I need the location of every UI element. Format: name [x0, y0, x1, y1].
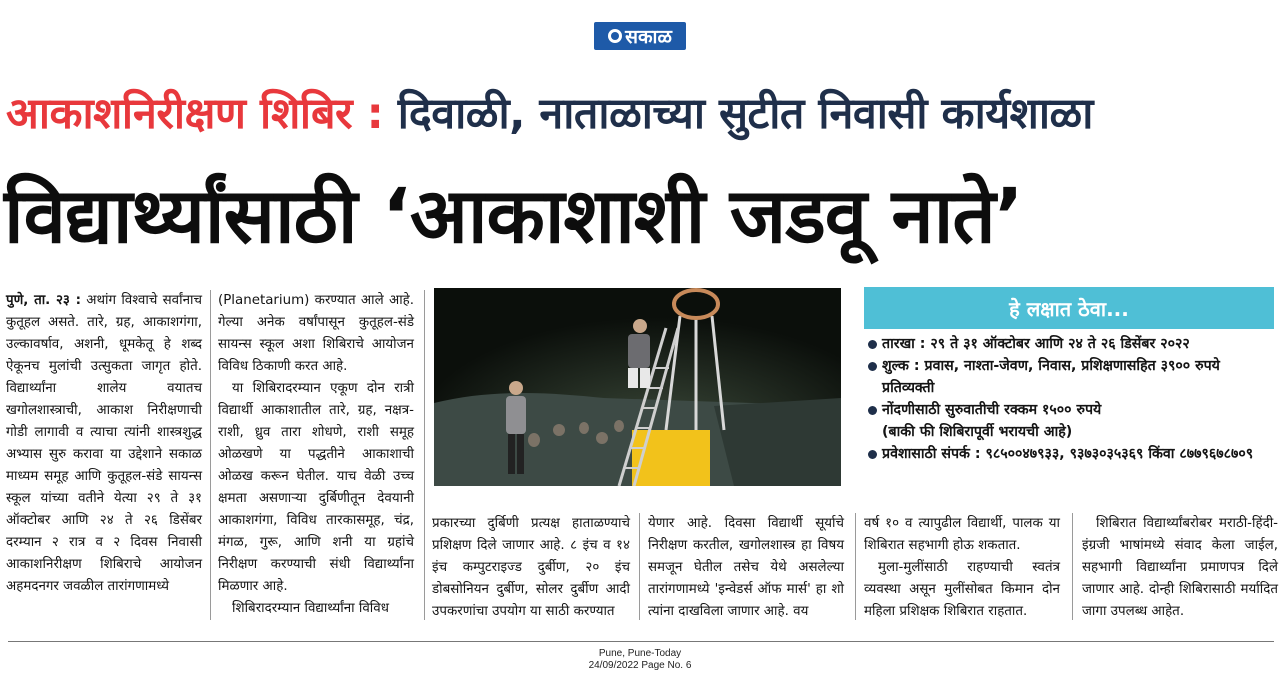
logo-text: सकाळ: [625, 26, 672, 48]
kicker-text: दिवाळी, नाताळाच्या सुटीत निवासी कार्यशाळा: [397, 89, 1093, 139]
article-col6-text: शिबिरात विद्यार्थ्यांबरोबर मराठी-हिंदी-इंग्रजी भाषांमध्ये संवाद केला जाईल, सहभागी विद्यार्थ्यांना प्रमाणपत्र दिले जाणार आहे. दोन्ही शिबिरासाठी मर्यादित जागा उपलब्ध आहेत.: [1082, 516, 1278, 619]
kicker-label: आकाशनिरीक्षण शिबिर :: [6, 89, 384, 139]
bullet-icon: [868, 340, 877, 349]
article-col2-para2: या शिबिरादरम्यान एकूण दोन रात्री विद्यार्थी आकाशातील तारे, ग्रह, नक्षत्र-राशी, ध्रुव तारा शोधणे, राशी समूह ओळखणे या पद्धतीने आकाशाची ओळख करून घेतील. याच वेळी उच्च क्षमता असणाऱ्या दुर्बिणीतून देवयानी आकाशगंगा, विविध तारकासमूह, चंद्र, मंगळ, गुरू, आणि शनी या ग्रहांचे निरीक्षण करण्याची संधी विद्यार्थ्यांना मिळणार आहे.: [218, 381, 414, 594]
info-box-note: (बाकी फी शिबिरापूर्वी भरायची आहे): [882, 424, 1073, 440]
kicker-line: [6, 82, 1093, 141]
dateline: पुणे, ता. २३ :: [6, 293, 81, 308]
sakal-logo-icon: [608, 29, 622, 43]
info-box-item: शुल्क : प्रवास, नाश्ता-जेवण, निवास, प्रशिक्षणासहित ३९०० रुपये प्रतिव्यक्ती: [864, 355, 1274, 399]
article-column-6: [1082, 513, 1278, 623]
info-box-title: हे लक्षात ठेवा...: [864, 287, 1274, 329]
telescope-base: [632, 430, 710, 486]
footer-date-page: 24/09/2022 Page No. 6: [588, 660, 692, 671]
column-divider: [1072, 513, 1073, 620]
footer-rule: [8, 641, 1274, 642]
headline: विद्यार्थ्यांसाठी ‘आकाशाशी जडवू नाते’: [4, 171, 1023, 260]
article-column-4: [648, 513, 844, 623]
article-col4-text: येणार आहे. दिवसा विद्यार्थी सूर्याचे निरीक्षण करतील, खगोलशास्त्र हा विषय समजून घेतील तसेच येथे असलेल्या तारांगणामध्ये 'इन्वेडर्स ऑफ मार्स' हा शो त्यांना दाखविला जाणार आहे. वय: [648, 516, 844, 619]
info-box-item: नोंदणीसाठी सुरुवातीची रक्कम १५०० रुपये: [864, 399, 1274, 421]
article-col5-para2: मुला-मुलींसाठी राहण्याची स्वतंत्र व्यवस्था असून मुलींसोबत किमान दोन महिला प्रशिक्षक शिबिरात राहतात.: [864, 560, 1060, 619]
info-box: [864, 287, 1274, 487]
footer-edition: Pune, Pune-Today: [598, 648, 682, 659]
column-divider: [210, 290, 211, 620]
article-column-1: [6, 290, 202, 598]
article-column-2: [218, 290, 414, 620]
bullet-icon: [868, 406, 877, 415]
article-col2-para1: (Planetarium) करण्यात आले आहे. गेल्या अनेक वर्षांपासून कुतूहल-संडे सायन्स स्कूल अशा शिबिराचे आयोजन विविध ठिकाणी करत आहे.: [218, 293, 414, 374]
article-col2-para3: शिबिरादरम्यान विद्यार्थ्यांना विविध: [232, 601, 389, 616]
info-box-item: प्रवेशासाठी संपर्क : ९८५००४७९३३, ९३७३०३५३६९ किंवा ८७७९६७८७०९: [864, 443, 1274, 465]
article-column-3: [432, 513, 630, 623]
bullet-icon: [868, 362, 877, 371]
page-footer: [0, 648, 1280, 672]
column-divider: [424, 290, 425, 620]
article-col5-para1: वर्ष १० व त्यापुढील विद्यार्थी, पालक या शिबिरात सहभागी होऊ शकतात.: [864, 516, 1060, 553]
info-box-item: तारखा : २९ ते ३१ ऑक्टोबर आणि २४ ते २६ डिसेंबर २०२२: [864, 333, 1274, 355]
article-col3-text: प्रकारच्या दुर्बिणी प्रत्यक्ष हाताळण्याचे प्रशिक्षण दिले जाणार आहे. ८ इंच व १४ इंच कम्पुटराइज्ड दुर्बीण, २० इंच डोबसोनियन दुर्बीण, सोलर दुर्बीण आदी उपकरणांचा उपयोग या साठी करण्यात: [432, 516, 630, 619]
column-divider: [639, 513, 640, 620]
bullet-icon: [868, 450, 877, 459]
telescope-photo: [434, 288, 841, 486]
article-column-5: [864, 513, 1060, 623]
article-col1-text: अथांग विश्‍वाचे सर्वांनाच कुतूहल असते. तारे, ग्रह, आकाशगंगा, उल्कावर्षाव, अशनी, धूमकेतू हे शब्द ऐकूनच मुलांची उत्सुकता जागृत होते. विद्यार्थ्यांना शालेय वयातच खगोलशास्त्राची, आकाश निरीक्षणाची गोडी लागावी व त्याचा त्यांनी शास्त्रशुद्ध अभ्यास सुरु करावा या उद्देशाने सकाळ माध्यम समूह आणि कुतूहल-संडे सायन्स स्कूल यांच्या वतीने येत्या २९ ते ३१ ऑक्टोबर आणि २४ ते २६ डिसेंबर दरम्यान २ रात्र व २ दिवस निवासी आकाशनिरीक्षण शिबिराचे आयोजन अहमदनगर जवळील तारांगणामध्ये: [6, 293, 202, 594]
newspaper-logo: [594, 22, 686, 50]
column-divider: [855, 513, 856, 620]
